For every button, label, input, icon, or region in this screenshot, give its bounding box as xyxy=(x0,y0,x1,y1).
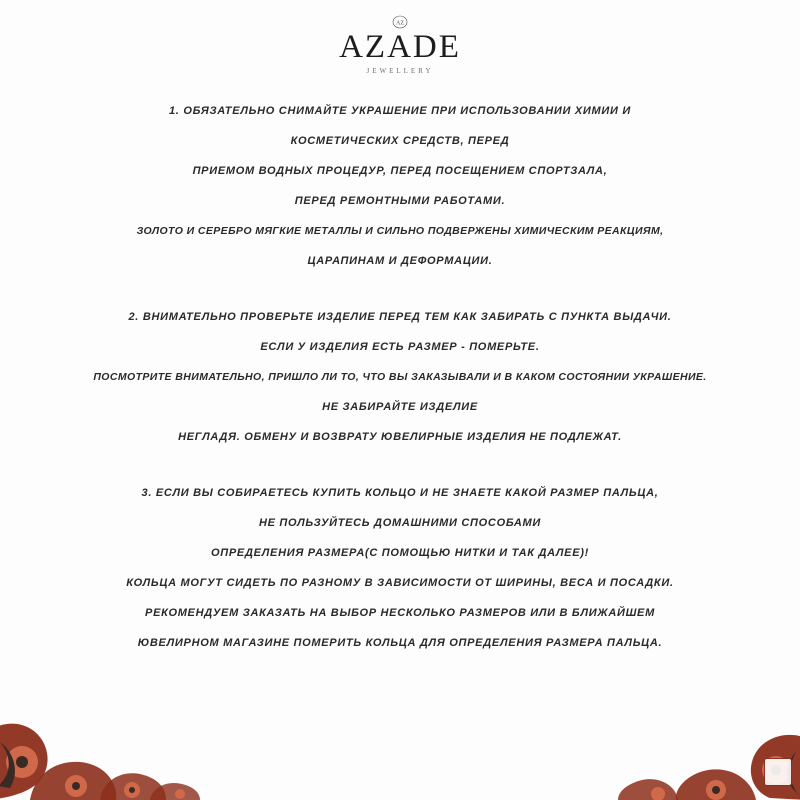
svg-text:AZ: AZ xyxy=(396,20,404,27)
brand-name: AZADE xyxy=(339,29,461,65)
rule-line: НЕ ПОЛЬЗУЙТЕСЬ ДОМАШНИМИ СПОСОБАМИ xyxy=(258,517,542,529)
rule-line: 2. ВНИМАТЕЛЬНО ПРОВЕРЬТЕ ИЗДЕЛИЕ ПЕРЕД ТЕМ КАК ЗАБИРАТЬ С ПУНКТА ВЫДАЧИ. xyxy=(128,311,672,323)
corner-badge-icon xyxy=(764,758,792,786)
rule-line: ЦАРАПИНАМ И ДЕФОРМАЦИИ. xyxy=(307,255,493,267)
rule-line: 1. ОБЯЗАТЕЛЬНО СНИМАЙТЕ УКРАШЕНИЕ ПРИ ИСПОЛЬЗОВАНИИ ХИМИИ И xyxy=(168,105,631,117)
rule-block-2 xyxy=(0,302,800,452)
rule-block-1 xyxy=(0,96,800,276)
logo-monogram-icon xyxy=(385,14,415,30)
rule-line: КОСМЕТИЧЕСКИХ СРЕДСТВ, ПЕРЕД xyxy=(290,135,510,147)
care-instructions xyxy=(0,96,800,658)
rule-line: КОЛЬЦА МОГУТ СИДЕТЬ ПО РАЗНОМУ В ЗАВИСИМОСТИ ОТ ШИРИНЫ, ВЕСА И ПОСАДКИ. xyxy=(126,577,674,589)
block-spacer xyxy=(0,452,800,478)
rule-line: НЕ ЗАБИРАЙТЕ ИЗДЕЛИЕ xyxy=(322,401,478,413)
rule-line: ПЕРЕД РЕМОНТНЫМИ РАБОТАМИ. xyxy=(294,195,506,207)
rule-line: ОПРЕДЕЛЕНИЯ РАЗМЕРА(С ПОМОЩЬЮ НИТКИ И ТАК ДАЛЕЕ)! xyxy=(211,547,589,559)
rule-line: ПРИЕМОМ ВОДНЫХ ПРОЦЕДУР, ПЕРЕД ПОСЕЩЕНИЕМ СПОРТЗАЛА, xyxy=(192,165,608,177)
rule-line: 3. ЕСЛИ ВЫ СОБИРАЕТЕСЬ КУПИТЬ КОЛЬЦО И НЕ ЗНАЕТЕ КАКОЙ РАЗМЕР ПАЛЬЦА, xyxy=(141,487,659,499)
brand-subtitle: JEWELLERY xyxy=(366,67,434,75)
rule-line: НЕГЛАДЯ. ОБМЕНУ И ВОЗВРАТУ ЮВЕЛИРНЫЕ ИЗДЕЛИЯ НЕ ПОДЛЕЖАТ. xyxy=(178,431,622,443)
rule-block-3 xyxy=(0,478,800,658)
floral-ornament-icon xyxy=(0,690,220,800)
rule-line: РЕКОМЕНДУЕМ ЗАКАЗАТЬ НА ВЫБОР НЕСКОЛЬКО РАЗМЕРОВ ИЛИ В БЛИЖАЙШЕМ xyxy=(145,607,655,619)
block-spacer xyxy=(0,276,800,302)
rule-line: ПОСМОТРИТЕ ВНИМАТЕЛЬНО, ПРИШЛО ЛИ ТО, ЧТО ВЫ ЗАКАЗЫВАЛИ И В КАКОМ СОСТОЯНИИ УКРАШЕНИЕ. xyxy=(93,371,707,383)
rule-line: ЮВЕЛИРНОМ МАГАЗИНЕ ПОМЕРИТЬ КОЛЬЦА ДЛЯ ОПРЕДЕЛЕНИЯ РАЗМЕРА ПАЛЬЦА. xyxy=(137,637,663,649)
rule-line: ЗОЛОТО И СЕРЕБРО МЯГКИЕ МЕТАЛЛЫ И СИЛЬНО ПОДВЕРЖЕНЫ ХИМИЧЕСКИМ РЕАКЦИЯМ, xyxy=(136,225,664,237)
brand-logo xyxy=(0,14,800,75)
rule-line: ЕСЛИ У ИЗДЕЛИЯ ЕСТЬ РАЗМЕР - ПОМЕРЬТЕ. xyxy=(260,341,540,353)
